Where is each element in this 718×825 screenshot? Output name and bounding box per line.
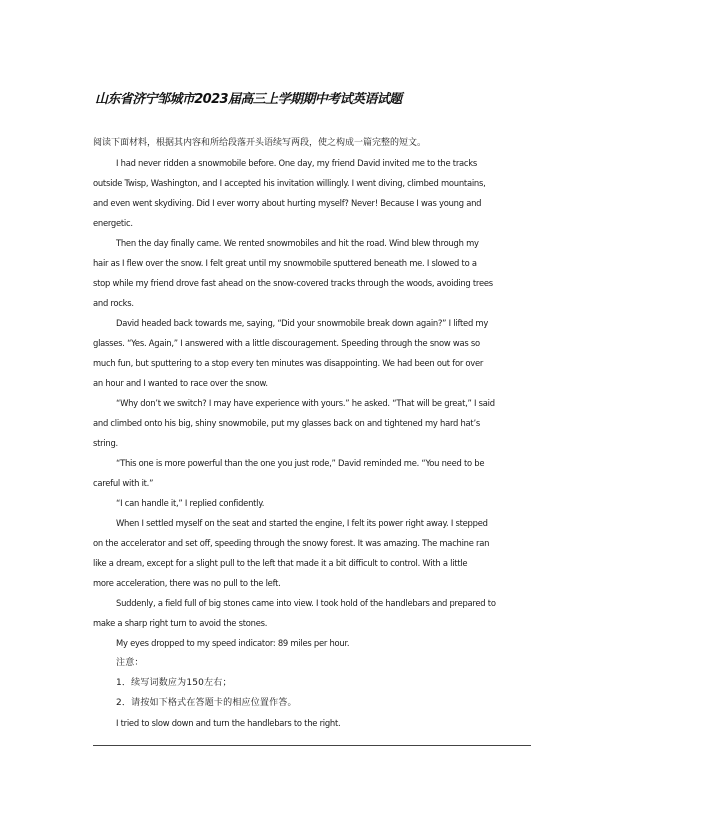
note-item: 2．请按如下格式在答题卡的相应位置作答。 xyxy=(116,698,297,708)
passage-line: an hour and I wanted to race over the snow. xyxy=(93,378,268,388)
passage-line: energetic. xyxy=(93,218,133,228)
passage-line: outside Twisp, Washington, and I accepted his invitation willingly. I went diving, climbed mountains, xyxy=(93,178,486,188)
passage-line: Suddenly, a field full of big stones came into view. I took hold of the handlebars and prepared to xyxy=(116,598,496,608)
passage-line: Then the day finally came. We rented snowmobiles and hit the road. Wind blew through my xyxy=(116,238,479,248)
passage-line: and even went skydiving. Did I ever worry about hurting myself? Never! Because I was young and xyxy=(93,198,482,208)
document-body xyxy=(93,133,545,733)
passage-line: make a sharp right turn to avoid the stones. xyxy=(93,618,268,628)
document-title: 山东省济宁邹城市2023届高三上学期期中考试英语试题 xyxy=(95,92,402,107)
passage-line: more acceleration, there was no pull to the left. xyxy=(93,578,281,588)
instructions-text: 阅读下面材料，根据其内容和所给段落开头语续写两段，使之构成一篇完整的短文。 xyxy=(93,138,427,148)
passage-line: stop while my friend drove fast ahead on the snow-covered tracks through the woods, avoiding trees xyxy=(93,278,493,288)
passage-line: and climbed onto his big, shiny snowmobile, put my glasses back on and tightened my hard hat’s xyxy=(93,418,480,428)
passage-line: “I can handle it,” I replied confidently. xyxy=(116,498,265,508)
note-item: 1．续写词数应为150左右； xyxy=(116,678,232,688)
answer-writing-line xyxy=(93,745,531,746)
passage-line: string. xyxy=(93,438,118,448)
passage-line: “This one is more powerful than the one you just rode,” David reminded me. “You need to be xyxy=(116,458,485,468)
passage-line: I had never ridden a snowmobile before. One day, my friend David invited me to the tracks xyxy=(116,158,477,168)
passage-line: and rocks. xyxy=(93,298,134,308)
passage-line: When I settled myself on the seat and started the engine, I felt its power right away. I stepped xyxy=(116,518,488,528)
passage-line: hair as I flew over the snow. I felt great until my snowmobile sputtered beneath me. I slowed to a xyxy=(93,258,477,268)
passage-line: David headed back towards me, saying, “Did your snowmobile break down again?” I lifted my xyxy=(116,318,489,328)
passage-line: much fun, but sputtering to a stop every ten minutes was disappointing. We had been out for over xyxy=(93,358,484,368)
passage-line: like a dream, except for a slight pull to the left that made it a bit difficult to control. With a little xyxy=(93,558,468,568)
passage-line: careful with it.” xyxy=(93,478,154,488)
passage-line: My eyes dropped to my speed indicator: 89 miles per hour. xyxy=(116,638,350,648)
passage-line: glasses. “Yes. Again,” I answered with a little discouragement. Speeding through the snow was so xyxy=(93,338,480,348)
continuation-opening: I tried to slow down and turn the handlebars to the right. xyxy=(116,718,341,728)
passage-line: “Why don’t we switch? I may have experience with yours.” he asked. “That will be great,” I said xyxy=(116,398,495,408)
passage-line: on the accelerator and set off, speeding through the snowy forest. It was amazing. The machine ran xyxy=(93,538,490,548)
notes-heading: 注意： xyxy=(116,658,144,668)
